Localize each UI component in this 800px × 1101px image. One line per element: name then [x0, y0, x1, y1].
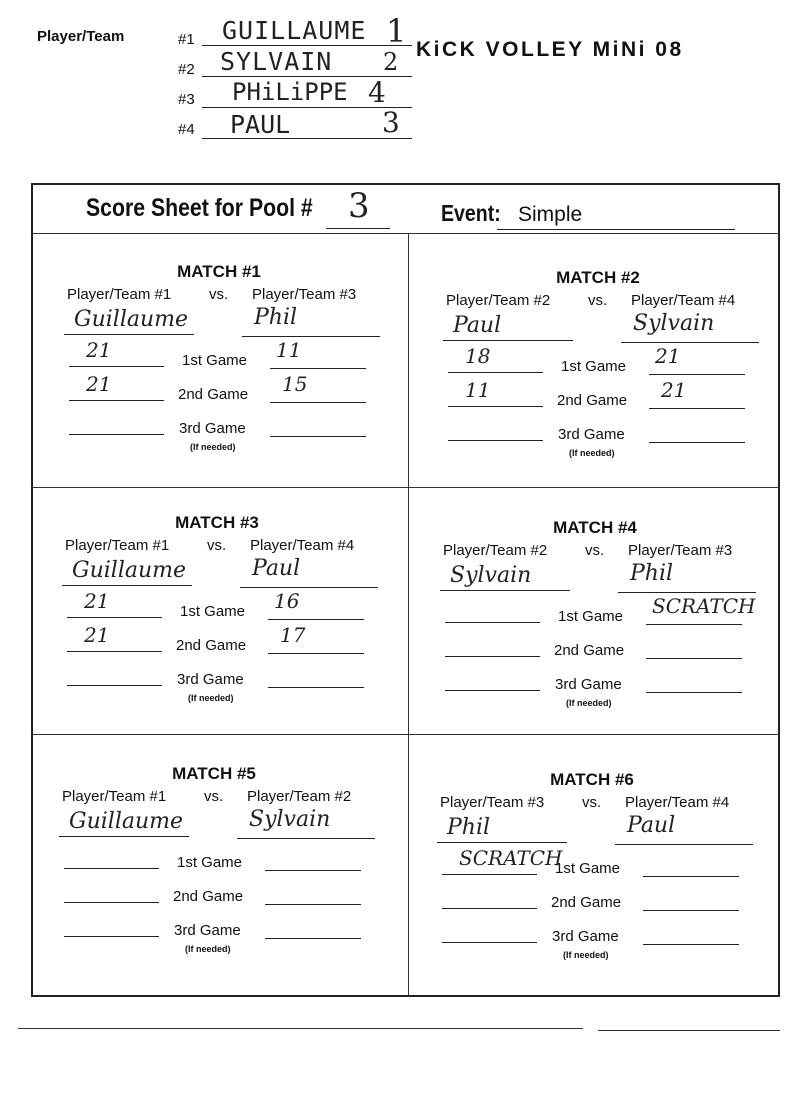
- match-title: MATCH #1: [177, 262, 261, 281]
- game1-label: 1st Game: [182, 352, 248, 369]
- vs-label: vs.: [209, 286, 229, 303]
- game3-right-line: [643, 944, 739, 945]
- game2-right-line: [649, 408, 745, 409]
- left-player-name: Phil: [447, 815, 491, 840]
- match-right-label: Player/Team #2: [247, 788, 352, 805]
- match-title: MATCH #2: [556, 268, 640, 287]
- game2-left-line: [445, 656, 540, 657]
- match-title: MATCH #3: [175, 513, 259, 532]
- game3-left-line: [442, 942, 537, 943]
- score-sheet-title: Score Sheet for Pool #: [86, 194, 313, 222]
- vs-label: vs.: [588, 292, 608, 309]
- match-right-label: Player/Team #4: [625, 794, 730, 811]
- sheet-divider: [31, 734, 780, 735]
- match-left-label: Player/Team #1: [65, 537, 170, 554]
- game1-left-score: SCRATCH: [459, 846, 563, 870]
- game2-label: 2nd Game: [554, 642, 625, 659]
- game3-right-line: [646, 692, 742, 693]
- right-player-name: Paul: [627, 813, 676, 838]
- match-left-label: Player/Team #1: [67, 286, 172, 303]
- game2-left-score: 21: [86, 372, 112, 396]
- roster-name: PHiLiPPE: [232, 78, 348, 106]
- game3-label: 3rd Game: [179, 420, 246, 437]
- game3-label: 3rd Game: [555, 676, 622, 693]
- game1-label: 1st Game: [558, 608, 624, 625]
- right-player-line: [240, 587, 378, 588]
- roster-number: #2: [178, 61, 195, 78]
- game2-left-score: 21: [84, 623, 110, 647]
- if-needed-note: (If needed): [188, 693, 234, 703]
- game3-left-line: [64, 936, 159, 937]
- game1-left-score: 21: [84, 589, 110, 613]
- left-player-line: [59, 836, 189, 837]
- sheet-divider: [31, 487, 780, 488]
- game1-label: 1st Game: [555, 860, 621, 877]
- game1-right-score: SCRATCH: [652, 594, 756, 618]
- game1-right-line: [649, 374, 745, 375]
- game1-right-line: [268, 619, 364, 620]
- match-title: MATCH #5: [172, 764, 256, 783]
- match-right-label: Player/Team #3: [628, 542, 733, 559]
- left-player-line: [62, 585, 192, 586]
- if-needed-note: (If needed): [566, 698, 612, 708]
- game1-label: 1st Game: [177, 854, 243, 871]
- game1-right-line: [643, 876, 739, 877]
- right-player-name: Phil: [254, 305, 298, 330]
- page-footer-line: [598, 1030, 780, 1031]
- game1-left-line: [445, 622, 540, 623]
- game2-right-line: [643, 910, 739, 911]
- roster-name: SYLVAIN: [220, 47, 333, 76]
- pool-number-line: [326, 228, 390, 229]
- roster-seed: 2: [383, 48, 399, 76]
- game3-right-line: [649, 442, 745, 443]
- game2-left-line: [64, 902, 159, 903]
- game2-label: 2nd Game: [173, 888, 244, 905]
- game2-right-line: [646, 658, 742, 659]
- right-player-name: Sylvain: [249, 807, 331, 832]
- roster-number: #4: [178, 121, 195, 138]
- if-needed-note: (If needed): [185, 944, 231, 954]
- match-right-label: Player/Team #4: [631, 292, 736, 309]
- left-player-line: [64, 334, 194, 335]
- roster-name: GUILLAUME: [222, 16, 367, 45]
- sheet-divider: [31, 233, 780, 234]
- game1-left-line: [448, 372, 543, 373]
- game2-right-line: [265, 904, 361, 905]
- match-right-label: Player/Team #4: [250, 537, 355, 554]
- game3-left-line: [448, 440, 543, 441]
- right-player-name: Phil: [630, 561, 674, 586]
- game2-left-line: [442, 908, 537, 909]
- game3-label: 3rd Game: [177, 671, 244, 688]
- left-player-name: Guillaume: [69, 809, 184, 834]
- right-player-line: [615, 844, 753, 845]
- game1-label: 1st Game: [561, 358, 627, 375]
- left-player-name: Paul: [453, 313, 502, 338]
- game2-label: 2nd Game: [551, 894, 622, 911]
- event-line: [497, 229, 735, 230]
- game2-label: 2nd Game: [176, 637, 247, 654]
- player-team-header-label: Player/Team: [37, 28, 125, 45]
- game1-left-line: [442, 874, 537, 875]
- game3-left-line: [67, 685, 162, 686]
- match-right-label: Player/Team #3: [252, 286, 357, 303]
- left-player-line: [437, 842, 567, 843]
- if-needed-note: (If needed): [563, 950, 609, 960]
- sheet-divider: [408, 233, 409, 997]
- game2-label: 2nd Game: [178, 386, 249, 403]
- game3-label: 3rd Game: [558, 426, 625, 443]
- game1-left-score: 18: [465, 344, 491, 368]
- vs-label: vs.: [585, 542, 605, 559]
- game1-left-line: [67, 617, 162, 618]
- roster-underline: [202, 138, 412, 139]
- left-player-line: [443, 340, 573, 341]
- game3-right-line: [270, 436, 366, 437]
- if-needed-note: (If needed): [569, 448, 615, 458]
- game2-right-score: 15: [282, 372, 308, 396]
- roster-name: PAUL: [230, 110, 291, 139]
- roster-underline: [202, 107, 412, 108]
- game3-right-line: [268, 687, 364, 688]
- if-needed-note: (If needed): [190, 442, 236, 452]
- game1-left-line: [69, 366, 164, 367]
- right-player-name: Paul: [252, 556, 301, 581]
- game2-right-score: 21: [661, 378, 687, 402]
- vs-label: vs.: [207, 537, 227, 554]
- game2-right-line: [268, 653, 364, 654]
- game3-left-line: [445, 690, 540, 691]
- roster-number: #3: [178, 91, 195, 108]
- roster-underline: [202, 45, 412, 46]
- match-left-label: Player/Team #2: [446, 292, 551, 309]
- vs-label: vs.: [582, 794, 602, 811]
- roster-number: #1: [178, 31, 195, 48]
- game3-left-line: [69, 434, 164, 435]
- game1-right-score: 21: [655, 344, 681, 368]
- game1-label: 1st Game: [180, 603, 246, 620]
- right-player-line: [618, 592, 756, 593]
- match-title: MATCH #4: [553, 518, 637, 537]
- left-player-name: Sylvain: [450, 563, 532, 588]
- game2-left-line: [67, 651, 162, 652]
- match-left-label: Player/Team #2: [443, 542, 548, 559]
- game1-right-line: [265, 870, 361, 871]
- match-title: MATCH #6: [550, 770, 634, 789]
- right-player-line: [237, 838, 375, 839]
- game1-right-score: 16: [274, 589, 300, 613]
- game1-right-line: [270, 368, 366, 369]
- roster-seed: 1: [386, 12, 407, 50]
- right-player-name: Sylvain: [633, 311, 715, 336]
- game1-left-line: [64, 868, 159, 869]
- vs-label: vs.: [204, 788, 224, 805]
- event-logo: KiCK VOLLEY MiNi 08: [416, 38, 684, 61]
- left-player-name: Guillaume: [74, 307, 189, 332]
- game1-right-line: [646, 624, 742, 625]
- game3-label: 3rd Game: [552, 928, 619, 945]
- game2-left-line: [69, 400, 164, 401]
- event-label: Event:: [441, 200, 501, 226]
- match-left-label: Player/Team #1: [62, 788, 167, 805]
- right-player-line: [621, 342, 759, 343]
- left-player-line: [440, 590, 570, 591]
- game2-label: 2nd Game: [557, 392, 628, 409]
- match-left-label: Player/Team #3: [440, 794, 545, 811]
- game2-right-line: [270, 402, 366, 403]
- roster-seed: 4: [368, 76, 386, 109]
- game2-right-score: 17: [280, 623, 306, 647]
- game1-right-score: 11: [276, 338, 302, 362]
- right-player-line: [242, 336, 380, 337]
- page-footer-line: [18, 1028, 583, 1029]
- game3-label: 3rd Game: [174, 922, 241, 939]
- game2-left-line: [448, 406, 543, 407]
- pool-number: 3: [348, 186, 370, 226]
- roster-seed: 3: [382, 106, 400, 139]
- game2-left-score: 11: [465, 378, 491, 402]
- event-value: Simple: [518, 203, 583, 226]
- game3-right-line: [265, 938, 361, 939]
- game1-left-score: 21: [86, 338, 112, 362]
- left-player-name: Guillaume: [72, 558, 187, 583]
